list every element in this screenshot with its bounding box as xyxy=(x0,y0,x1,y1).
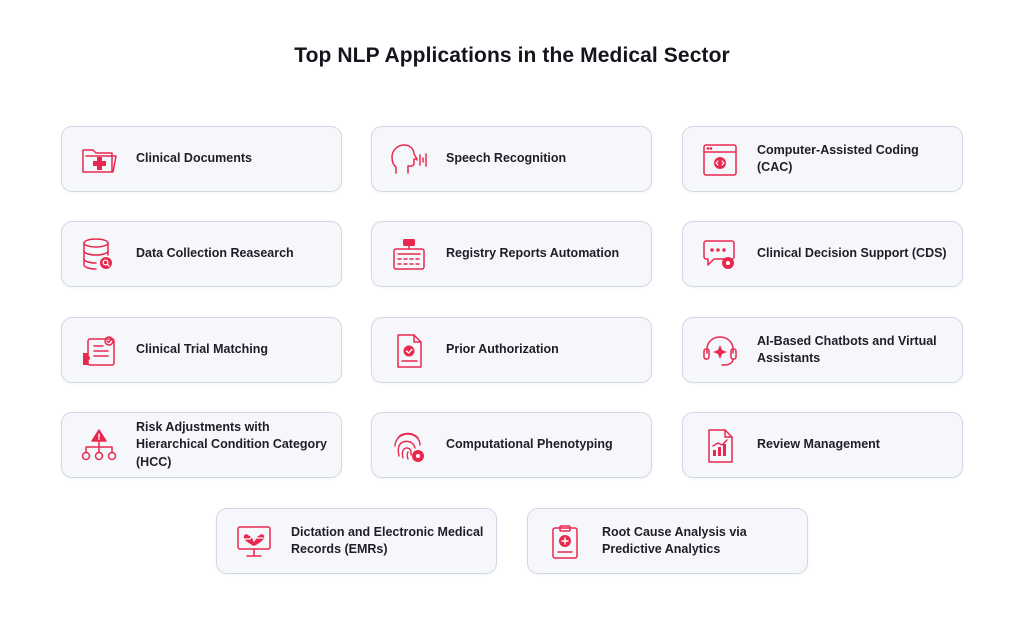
page-title: Top NLP Applications in the Medical Sector xyxy=(294,44,730,67)
headset-sparkle-icon xyxy=(701,333,739,369)
card-label: Root Cause Analysis via Predictive Analytics xyxy=(602,524,747,556)
warning-hierarchy-icon xyxy=(80,428,118,464)
card-label: Computational Phenotyping xyxy=(446,437,613,452)
folder-medical-icon xyxy=(80,142,118,178)
card-label: Computer-Assisted Coding (CAC) xyxy=(757,142,919,174)
card-label: Speech Recognition xyxy=(446,151,567,166)
trial-board-icon xyxy=(80,333,118,369)
card-speech-recognition xyxy=(371,126,652,192)
card-label: Dictation and Electronic Medical Records (EMRs) xyxy=(291,524,484,556)
monitor-heartbeat-icon xyxy=(235,524,273,560)
card-dictation-emr xyxy=(216,508,497,574)
card-label: Prior Authorization xyxy=(446,342,559,357)
card-label: Risk Adjustments with Hierarchical Condition Category (HCC) xyxy=(136,419,328,469)
card-prior-authorization xyxy=(371,317,652,383)
card-label: Clinical Documents xyxy=(136,151,252,166)
document-check-icon xyxy=(390,333,428,369)
card-computer-assisted-coding xyxy=(682,126,963,192)
card-data-collection xyxy=(61,221,342,287)
card-registry-reports xyxy=(371,221,652,287)
clipboard-medical-icon xyxy=(546,524,584,560)
fingerprint-gear-icon xyxy=(390,428,428,464)
card-computational-phenotyping xyxy=(371,412,652,478)
card-clinical-documents xyxy=(61,126,342,192)
card-risk-adjustments xyxy=(61,412,342,478)
speech-head-icon xyxy=(390,142,428,178)
card-clinical-decision xyxy=(682,221,963,287)
database-search-icon xyxy=(80,237,118,273)
code-window-icon xyxy=(701,142,739,178)
cash-register-icon xyxy=(390,237,428,273)
card-root-cause-analysis xyxy=(527,508,808,574)
card-label: AI-Based Chatbots and Virtual Assistants xyxy=(757,333,937,365)
card-label: Clinical Decision Support (CDS) xyxy=(757,246,947,261)
card-clinical-trial xyxy=(61,317,342,383)
card-ai-chatbots xyxy=(682,317,963,383)
card-label: Review Management xyxy=(757,437,880,452)
card-label: Registry Reports Automation xyxy=(446,246,620,261)
card-label: Data Collection Reasearch xyxy=(136,246,294,261)
card-review-management xyxy=(682,412,963,478)
document-chart-icon xyxy=(701,428,739,464)
card-label: Clinical Trial Matching xyxy=(136,342,268,357)
chat-gear-icon xyxy=(701,237,739,273)
